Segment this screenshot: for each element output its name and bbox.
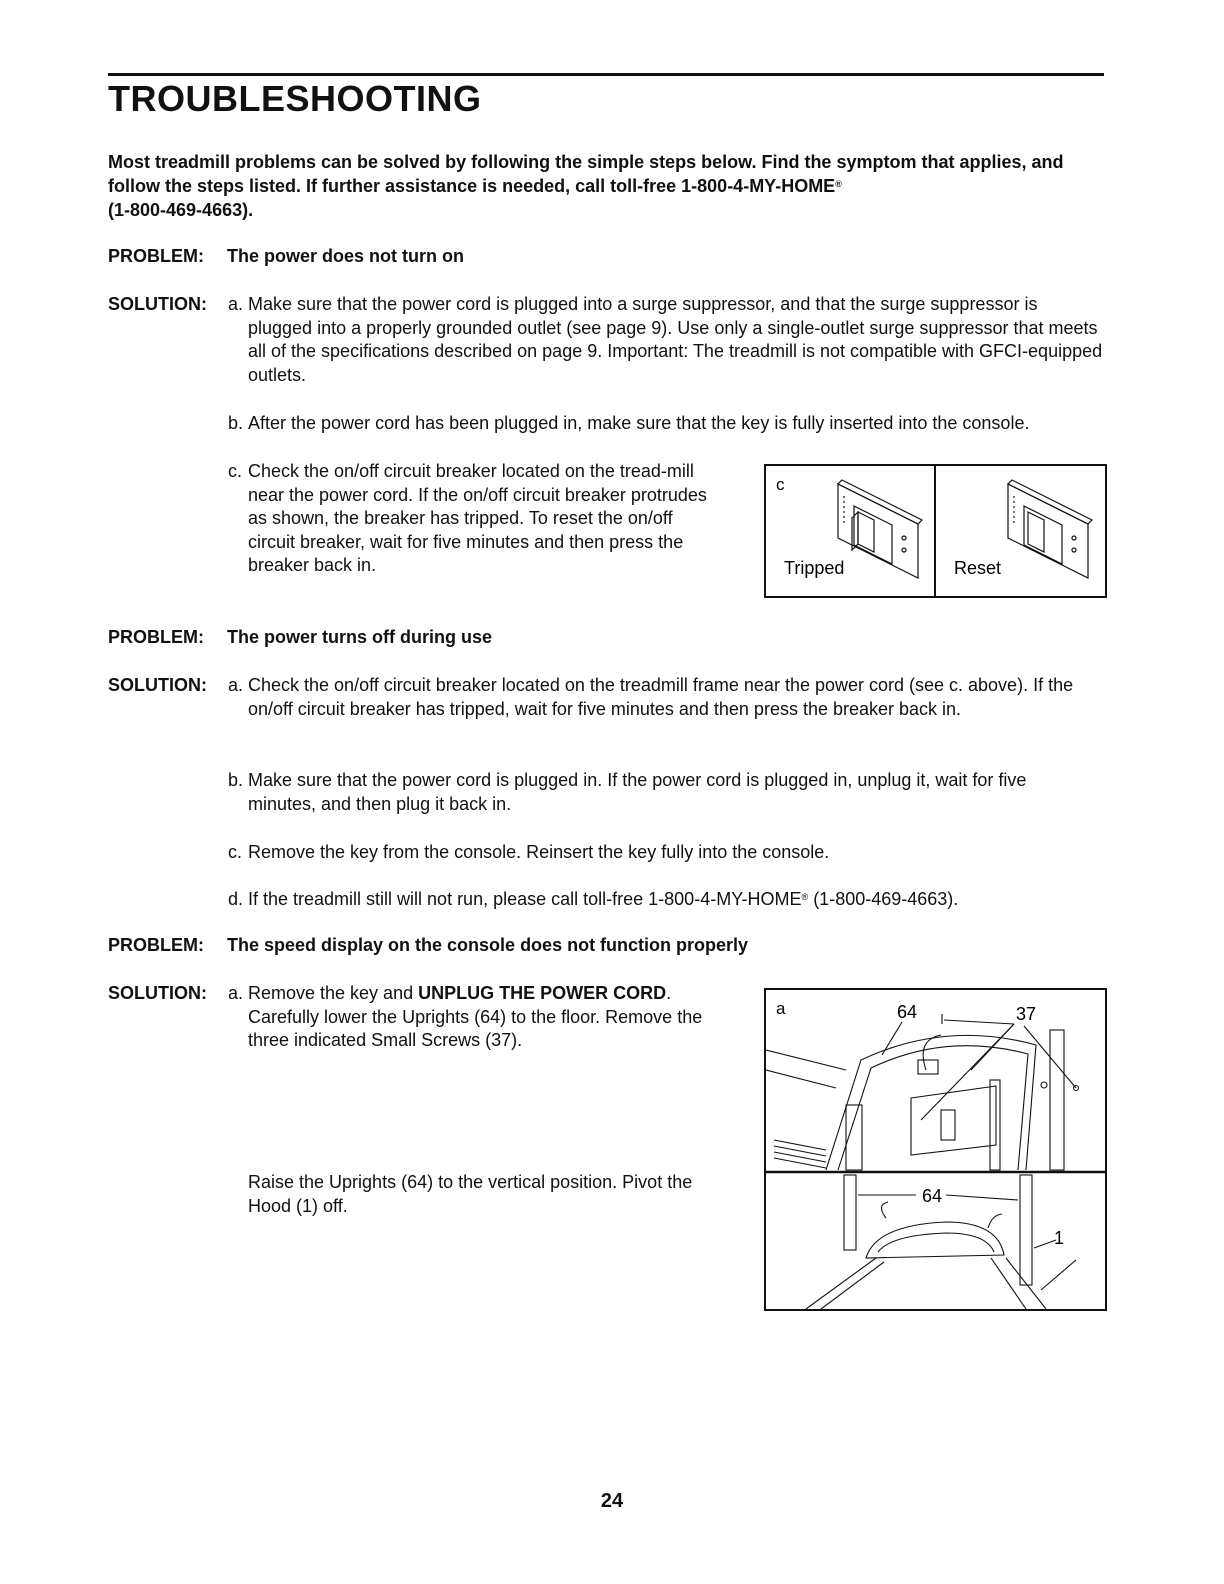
problem-1-step-a: [228, 293, 1103, 387]
step-d-phone: (1-800-469-4663).: [808, 889, 959, 909]
solution-1-label: SOLUTION:: [108, 294, 207, 314]
intro-text: Most treadmill problems can be solved by following the simple steps below. Find the symptom that applies, and follow the steps listed. If further assistance is needed, call toll-free 1-800-4-MY-HOME: [108, 152, 1064, 196]
step-text: Remove the key from the console. Reinsert the key fully into the console.: [248, 842, 830, 862]
uprights-hood-figure: [764, 988, 1107, 1311]
problem-3-step-a-continued: [228, 1171, 723, 1218]
solution-3-label: SOLUTION:: [108, 983, 207, 1003]
step-letter: a.: [228, 675, 244, 695]
registered-mark: ®: [835, 179, 842, 189]
title-rule: [108, 73, 1104, 76]
step-text: Make sure that the power cord is plugged into a surge suppressor, and that the surge suppressor is plugged into a properly grounded outlet (see page 9). Use only a single-outlet surge suppressor that meets all of the specifications described on page 9. Important: The treadmill is not compatible with GFCI-equipped outlets.: [248, 294, 1103, 385]
figure-a-letter: a: [776, 999, 786, 1018]
step-text: Check the on/off circuit breaker located on the tread-mill near the power cord. If the on/off circuit breaker protrudes as shown, the breaker has tripped. To reset the on/off circuit breaker, wait for five minutes and then press the breaker back in.: [248, 461, 707, 575]
problem-1-title: The power does not turn on: [227, 246, 464, 266]
problem-2-step-b: [228, 769, 1088, 816]
step-d-text: If the treadmill still will not run, please call toll-free 1-800-4-MY-HOME: [248, 889, 802, 909]
figure-c-letter: c: [776, 475, 785, 494]
problem-label: PROBLEM:: [108, 627, 204, 647]
step-letter: c.: [228, 842, 243, 862]
step-letter: d.: [228, 889, 244, 909]
problem-1-step-b: [228, 412, 1108, 436]
page-title: TROUBLESHOOTING: [108, 78, 482, 119]
problem-label: PROBLEM:: [108, 935, 204, 955]
unplug-emphasis: UNPLUG THE POWER CORD: [418, 983, 667, 1003]
step-letter: b.: [228, 413, 244, 433]
step-letter: b.: [228, 770, 244, 790]
problem-label: PROBLEM:: [108, 246, 204, 266]
callout-1: 1: [1054, 1228, 1065, 1248]
reset-label: Reset: [954, 558, 1002, 578]
step-text: After the power cord has been plugged in, make sure that the key is fully inserted into the console.: [248, 413, 1030, 433]
problem-1-heading: [108, 246, 464, 267]
problem-2-step-c: [228, 841, 1088, 865]
step-text: Remove the key and UNPLUG THE POWER CORD. Carefully lower the Uprights (64) to the floor. Remove the three indicated Small Screws (37).: [248, 983, 703, 1050]
step-text: Make sure that the power cord is plugged in. If the power cord is plugged in, unplug it, wait for five minutes, and then plug it back in.: [248, 770, 1027, 814]
reset-breaker-illustration: [1008, 480, 1092, 578]
callout-64-top: 64: [897, 1002, 918, 1022]
tripped-label: Tripped: [784, 558, 845, 578]
step-letter: c.: [228, 461, 243, 481]
problem-2-title: The power turns off during use: [227, 627, 492, 647]
problem-2-step-d: [228, 888, 1088, 912]
problem-1-step-c: [228, 460, 718, 578]
lowered-uprights-illustration: [766, 1014, 1079, 1170]
problem-2-step-a: [228, 674, 1088, 721]
problem-3-heading: [108, 935, 748, 956]
step-text: Raise the Uprights (64) to the vertical position. Pivot the Hood (1) off.: [248, 1172, 693, 1216]
intro-phone: (1-800-469-4663).: [108, 200, 254, 220]
callout-37: 37: [1016, 1004, 1037, 1024]
step-text: [248, 888, 1088, 912]
intro-paragraph: [108, 150, 1098, 222]
problem-3-title: The speed display on the console does not function properly: [227, 935, 749, 955]
circuit-breaker-figure: [764, 464, 1107, 598]
solution-2-label: SOLUTION:: [108, 675, 207, 695]
step-text: Check the on/off circuit breaker located on the treadmill frame near the power cord (see c. above). If the on/off circuit breaker has tripped, wait for five minutes and then press the breaker back in.: [248, 675, 1074, 719]
registered-mark: ®: [801, 892, 809, 902]
callout-64-bottom: 64: [922, 1186, 943, 1206]
step-letter: a.: [228, 983, 244, 1003]
problem-3-step-a: [228, 982, 723, 1053]
tripped-breaker-illustration: [838, 480, 922, 578]
step-letter: a.: [228, 294, 244, 314]
page-number: 24: [600, 1490, 624, 1512]
problem-2-heading: [108, 627, 492, 648]
